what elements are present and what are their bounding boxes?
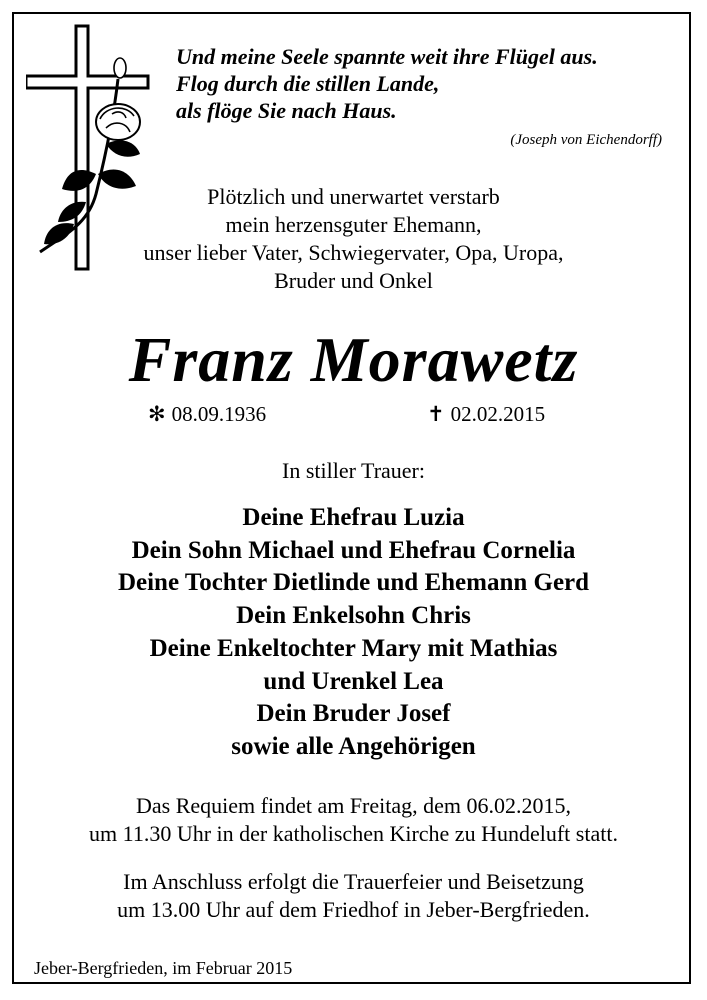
deceased-name: Franz Morawetz (128, 324, 579, 395)
family-member: sowie alle Angehörigen (231, 732, 476, 760)
burial-line: um 13.00 Uhr auf dem Friedhof in Jeber-Bergfrieden. (117, 897, 590, 922)
burial-line: Im Anschluss erfolgt die Trauerfeier und Beisetzung (123, 869, 584, 894)
quote-block (176, 43, 676, 124)
burial-info (0, 868, 707, 924)
birth-date-value: 08.09.1936 (171, 402, 267, 426)
family-member: Dein Sohn Michael und Ehefrau Cornelia (131, 536, 576, 564)
family-member: Deine Tochter Dietlinde und Ehemann Gerd (117, 569, 590, 597)
family-member: Dein Enkelsohn Chris (236, 602, 471, 630)
birth-date (148, 402, 266, 427)
intro-line: mein herzensguter Ehemann, (225, 212, 482, 237)
intro-line: Plötzlich und unerwartet verstarb (207, 184, 500, 209)
quote-line: Und meine Seele spannte weit ihre Flügel aus. (176, 44, 598, 69)
quote-line: Flog durch die stillen Lande, (176, 71, 440, 96)
intro-line: unser lieber Vater, Schwiegervater, Opa, Uropa, (143, 240, 564, 265)
service-info (0, 792, 707, 848)
service-line: um 11.30 Uhr in der katholischen Kirche zu Hundeluft statt. (89, 821, 618, 846)
death-date-value: 02.02.2015 (450, 402, 546, 426)
intro-line: Bruder und Onkel (274, 268, 433, 293)
mourning-label: In stiller Trauer: (282, 458, 425, 483)
quote-author: (Joseph von Eichendorff) (510, 132, 662, 148)
cross-death-icon: ✝ (427, 402, 445, 426)
star-birth-icon: ✻ (148, 402, 166, 426)
death-date (427, 402, 545, 427)
family-member: und Urenkel Lea (263, 667, 444, 695)
family-member: Deine Ehefrau Luzia (242, 504, 465, 531)
family-list (0, 502, 707, 764)
service-line: Das Requiem findet am Freitag, dem 06.02.2015, (135, 793, 572, 818)
quote-line: als flöge Sie nach Haus. (176, 98, 397, 123)
place-date: Jeber-Bergfrieden, im Februar 2015 (34, 958, 293, 978)
family-member: Deine Enkeltochter Mary mit Mathias (149, 634, 558, 662)
intro-text (0, 183, 707, 295)
family-member: Dein Bruder Josef (256, 700, 451, 728)
